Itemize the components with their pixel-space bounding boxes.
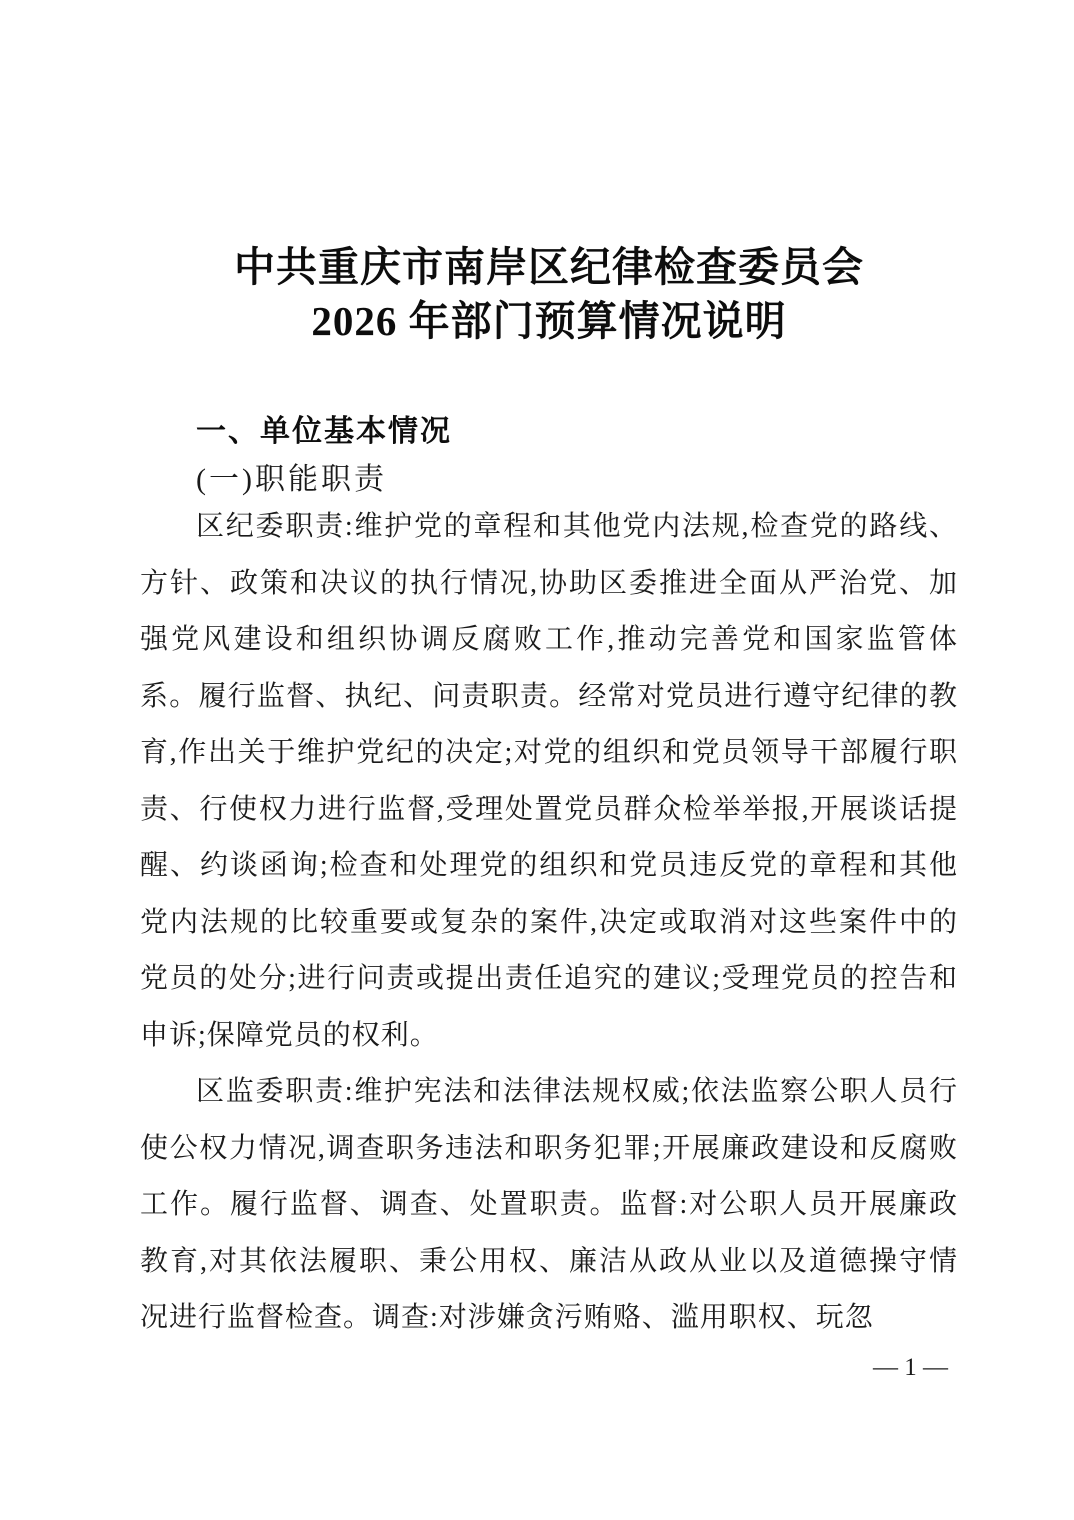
section-heading-basic-info: 一、单位基本情况 [196, 415, 452, 448]
document-title-line-1: 中共重庆市南岸区纪律检查委员会 [234, 244, 864, 290]
page-footer [873, 1353, 948, 1383]
page-number: — 1 — [873, 1354, 948, 1381]
subsection-heading-duties: (一)职能职责 [196, 463, 387, 496]
paragraph-discipline-commission-duties: 区纪委职责:维护党的章程和其他党内法规,检查党的路线、方针、政策和决议的执行情况,协助区委推进全面从严治党、加强党风建设和组织协调反腐败工作,推动完善党和国家监管体系。履行监督、执纪、问责职责。经常对党员进行遵守纪律的教育,作出关于维护党纪的决定;对党的组织和党员领导干部履行职责、行使权力进行监督,受理处置党员群众检举举报,开展谈话提醒、约谈函询;检查和处理党的组织和党员违反党的章程和其他党内法规的比较重要或复杂的案件,决定或取消对这些案件中的党员的处分;进行问责或提出责任追究的建议;受理党员的控告和申诉;保障党员的权利。 [140, 511, 958, 1051]
document-content [140, 240, 958, 1347]
paragraph-supervision-commission-duties: 区监委职责:维护宪法和法律法规权威;依法监察公职人员行使公权力情况,调查职务违法和职务犯罪;开展廉政建设和反腐败工作。履行监督、调查、处置职责。监督:对公职人员开展廉政教育,对其依法履职、秉公用权、廉洁从政从业以及道德操守情况进行监督检查。调查:对涉嫌贪污贿赂、滥用职权、玩忽 [140, 1076, 958, 1333]
document-title-line-2: 2026 年部门预算情况说明 [311, 298, 787, 344]
document-title [140, 240, 958, 348]
